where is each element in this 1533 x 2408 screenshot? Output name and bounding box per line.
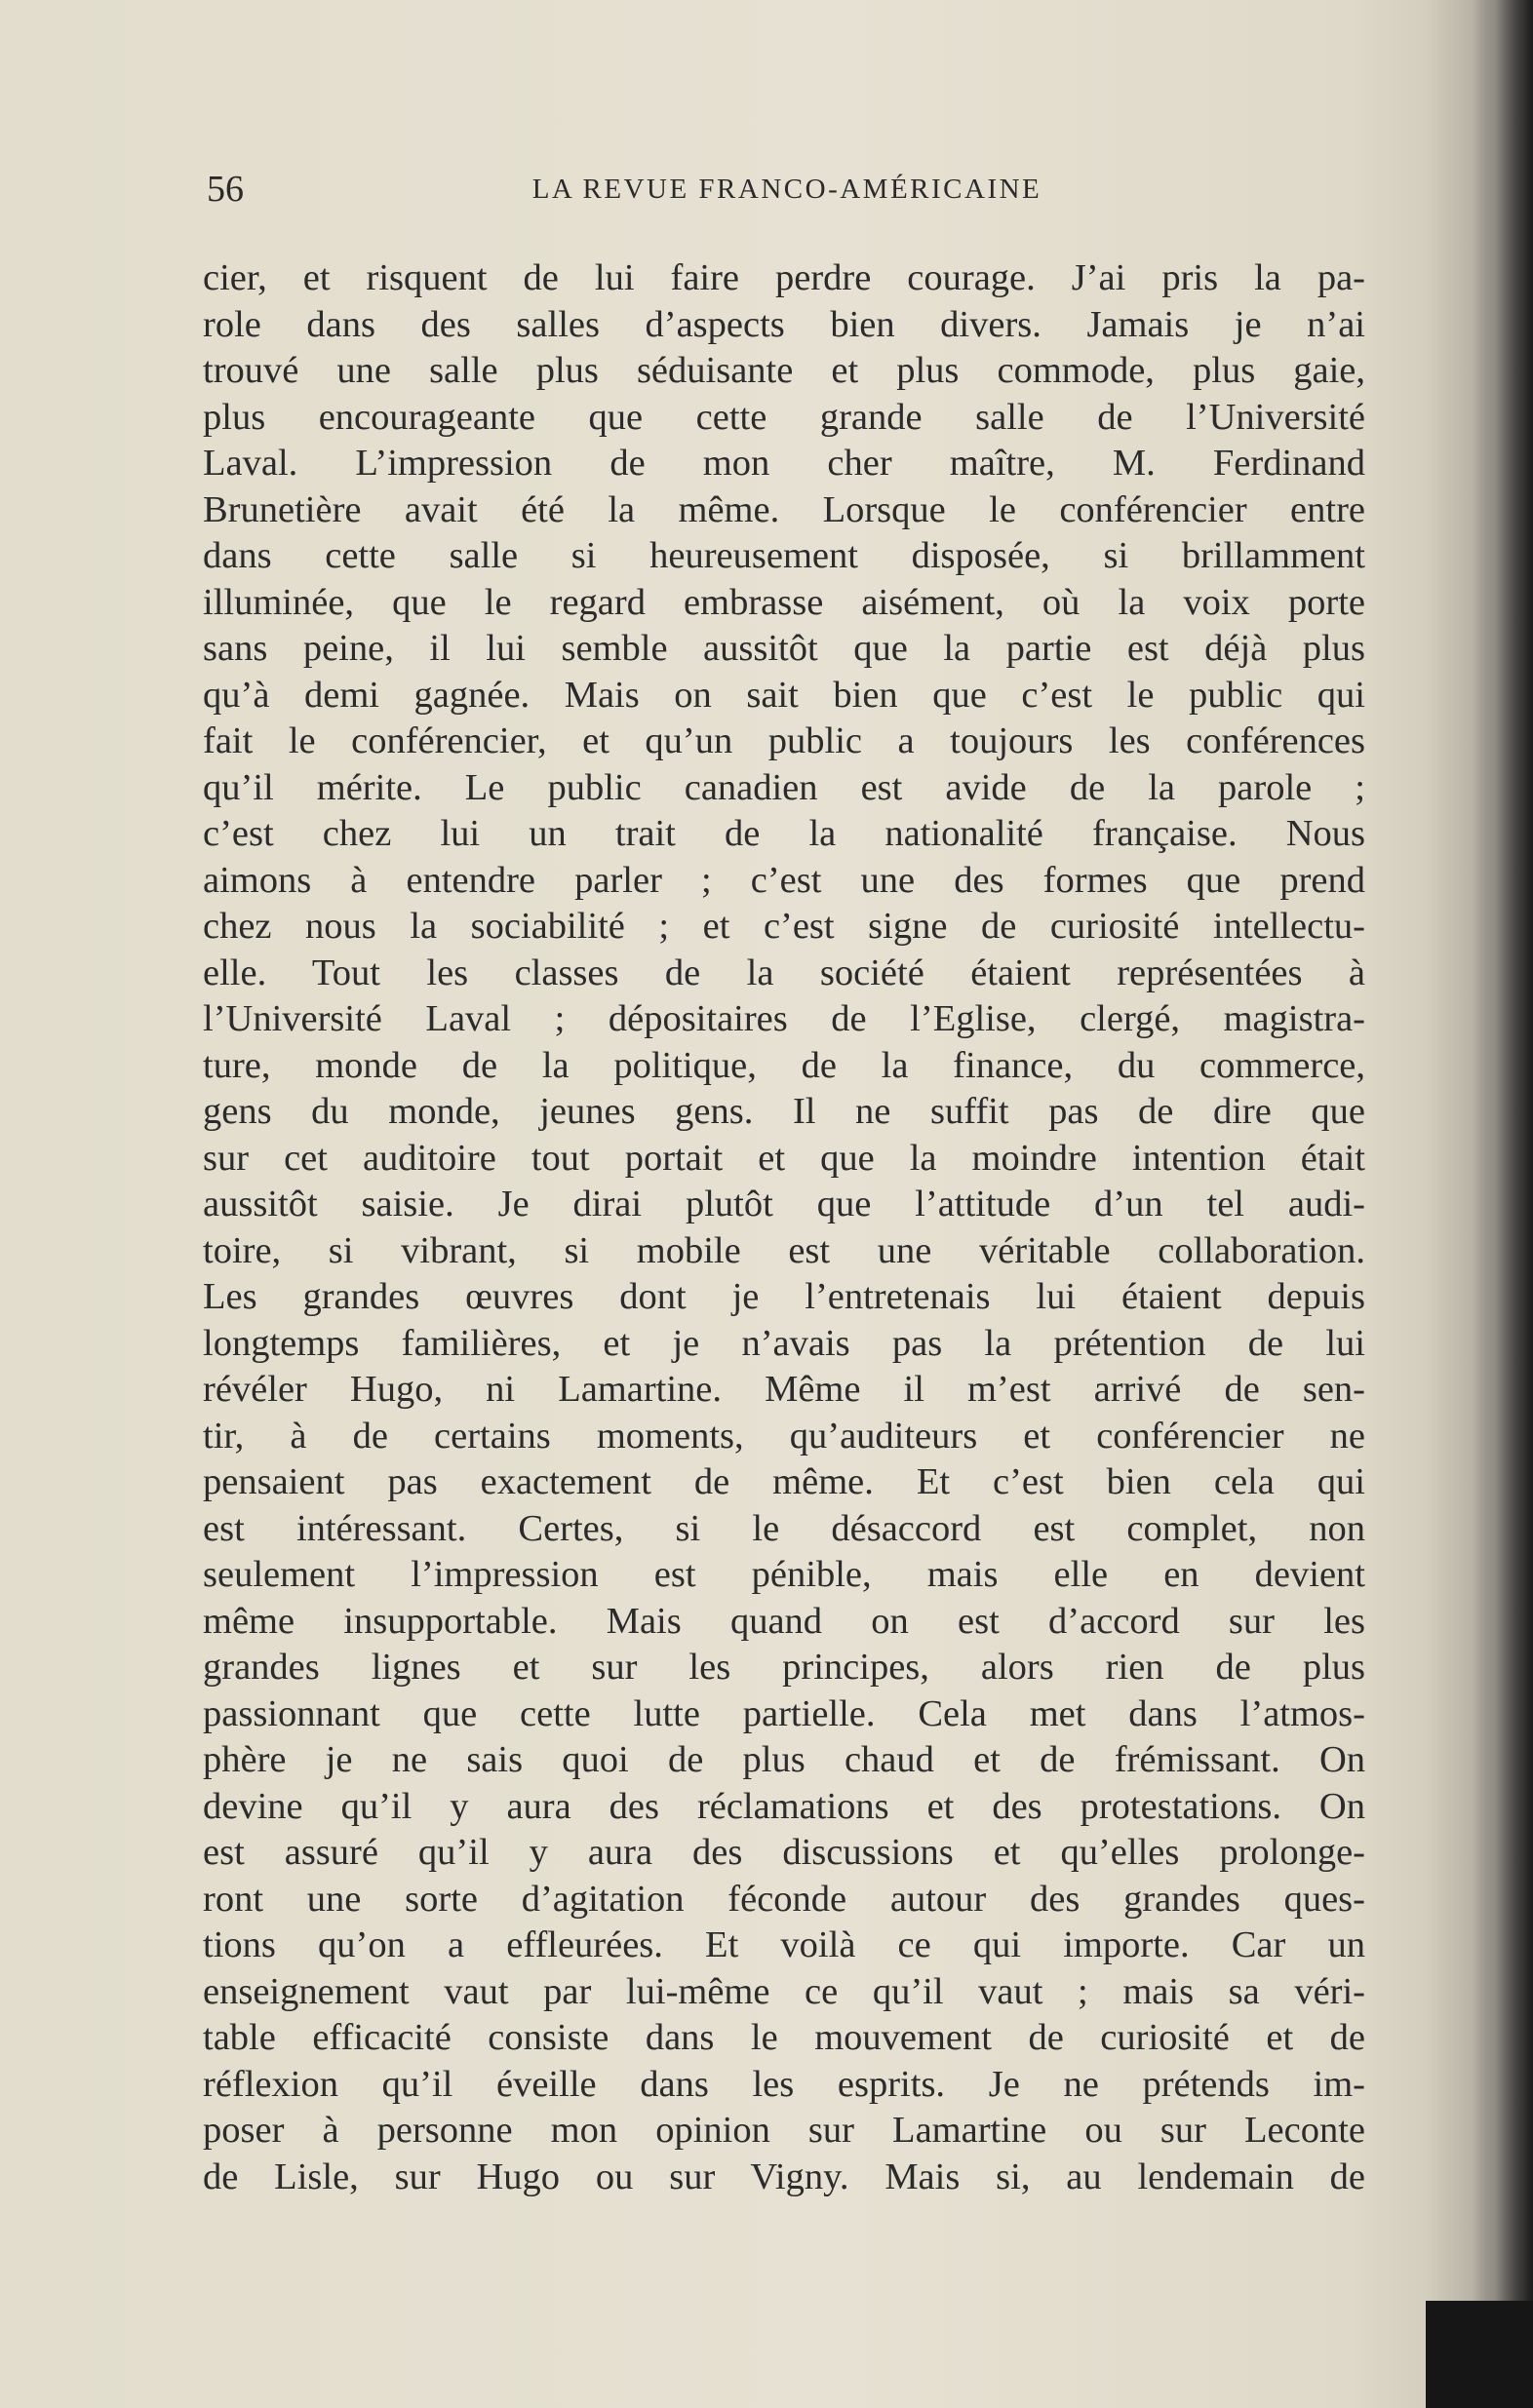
text-line: tir, à de certains moments, qu’auditeurs et conférencier ne bbox=[203, 1415, 1365, 1456]
text-line: qu’il mérite. Le public canadien est avide de la parole ; bbox=[203, 766, 1365, 808]
text-line: role dans des salles d’aspects bien divers. Jamais je n’ai bbox=[203, 303, 1365, 345]
text-line: enseignement vaut par lui-même ce qu’il vaut ; mais sa véri- bbox=[203, 1970, 1365, 2012]
text-line: table efficacité consiste dans le mouvement de curiosité et de bbox=[203, 2017, 1365, 2058]
text-line: longtemps familières, et je n’avais pas la prétention de lui bbox=[203, 1322, 1365, 1364]
text-line: l’Université Laval ; dépositaires de l’Eglise, clergé, magistra- bbox=[203, 998, 1365, 1039]
text-line: aimons à entendre parler ; c’est une des formes que prend bbox=[203, 859, 1365, 901]
text-line: plus encourageante que cette grande salle de l’Université bbox=[203, 396, 1365, 438]
text-line: Laval. L’impression de mon cher maître, M. Ferdinand bbox=[203, 443, 1365, 484]
text-line: est assuré qu’il y aura des discussions et qu’elles prolonge- bbox=[203, 1832, 1365, 1873]
text-line: gens du monde, jeunes gens. Il ne suffit pas de dire que bbox=[203, 1091, 1365, 1132]
text-line: toire, si vibrant, si mobile est une véritable collaboration. bbox=[203, 1229, 1365, 1271]
text-line: grandes lignes et sur les principes, alors rien de plus bbox=[203, 1647, 1365, 1688]
text-line: aussitôt saisie. Je dirai plutôt que l’attitude d’un tel audi- bbox=[203, 1184, 1365, 1224]
text-line: qu’à demi gagnée. Mais on sait bien que c’est le public qui bbox=[203, 674, 1365, 716]
text-line: de Lisle, sur Hugo ou sur Vigny. Mais si, au lendemain de bbox=[203, 2156, 1365, 2197]
text-line: cier, et risquent de lui faire perdre courage. J’ai pris la pa- bbox=[203, 257, 1365, 298]
text-line: révéler Hugo, ni Lamartine. Même il m’est arrivé de sen- bbox=[203, 1369, 1365, 1410]
text-line: Brunetière avait été la même. Lorsque le conférencier entre bbox=[203, 488, 1365, 530]
text-line: réflexion qu’il éveille dans les esprits. Je ne prétends im- bbox=[203, 2063, 1365, 2105]
text-line: sans peine, il lui semble aussitôt que la partie est déjà plus bbox=[203, 628, 1365, 669]
text-line: ture, monde de la politique, de la finance, du commerce, bbox=[203, 1044, 1365, 1086]
text-line: chez nous la sociabilité ; et c’est signe de curiosité intellectu- bbox=[203, 906, 1365, 947]
page-number: 56 bbox=[207, 169, 244, 210]
text-line: même insupportable. Mais quand on est d’accord sur les bbox=[203, 1600, 1365, 1642]
text-line: tions qu’on a effleurées. Et voilà ce qui importe. Car un bbox=[203, 1924, 1365, 1965]
text-line: elle. Tout les classes de la société étaient représentées à bbox=[203, 952, 1365, 993]
running-title: LA REVUE FRANCO-AMÉRICAINE bbox=[531, 174, 1042, 205]
text-line: c’est chez lui un trait de la nationalité française. Nous bbox=[203, 813, 1365, 854]
text-line: seulement l’impression est pénible, mais elle en devient bbox=[203, 1554, 1365, 1595]
text-line: trouvé une salle plus séduisante et plus commode, plus gaie, bbox=[203, 350, 1365, 391]
text-line: ront une sorte d’agitation féconde autour des grandes ques- bbox=[203, 1878, 1365, 1920]
text-line: sur cet auditoire tout portait et que la moindre intention était bbox=[203, 1137, 1365, 1179]
text-line: pensaient pas exactement de même. Et c’est bien cela qui bbox=[203, 1461, 1365, 1502]
text-line: est intéressant. Certes, si le désaccord est complet, non bbox=[203, 1507, 1365, 1549]
text-line: phère je ne sais quoi de plus chaud et de frémissant. On bbox=[203, 1739, 1365, 1780]
text-line: passionnant que cette lutte partielle. Cela met dans l’atmos- bbox=[203, 1692, 1365, 1734]
text-line: fait le conférencier, et qu’un public a toujours les conférences bbox=[203, 720, 1365, 761]
page-binding-shadow bbox=[1474, 0, 1533, 2408]
text-line: illuminée, que le regard embrasse aisément, où la voix porte bbox=[203, 581, 1365, 623]
scan-background-corner bbox=[1426, 2301, 1533, 2408]
text-line: devine qu’il y aura des réclamations et des protestations. On bbox=[203, 1785, 1365, 1827]
text-line: dans cette salle si heureusement disposée, si brillamment bbox=[203, 535, 1365, 576]
text-line: Les grandes œuvres dont je l’entretenais lui étaient depuis bbox=[203, 1276, 1365, 1317]
text-line: poser à personne mon opinion sur Lamartine ou sur Leconte bbox=[203, 2110, 1365, 2151]
page-header bbox=[207, 168, 1367, 216]
body-text bbox=[203, 255, 1365, 2200]
